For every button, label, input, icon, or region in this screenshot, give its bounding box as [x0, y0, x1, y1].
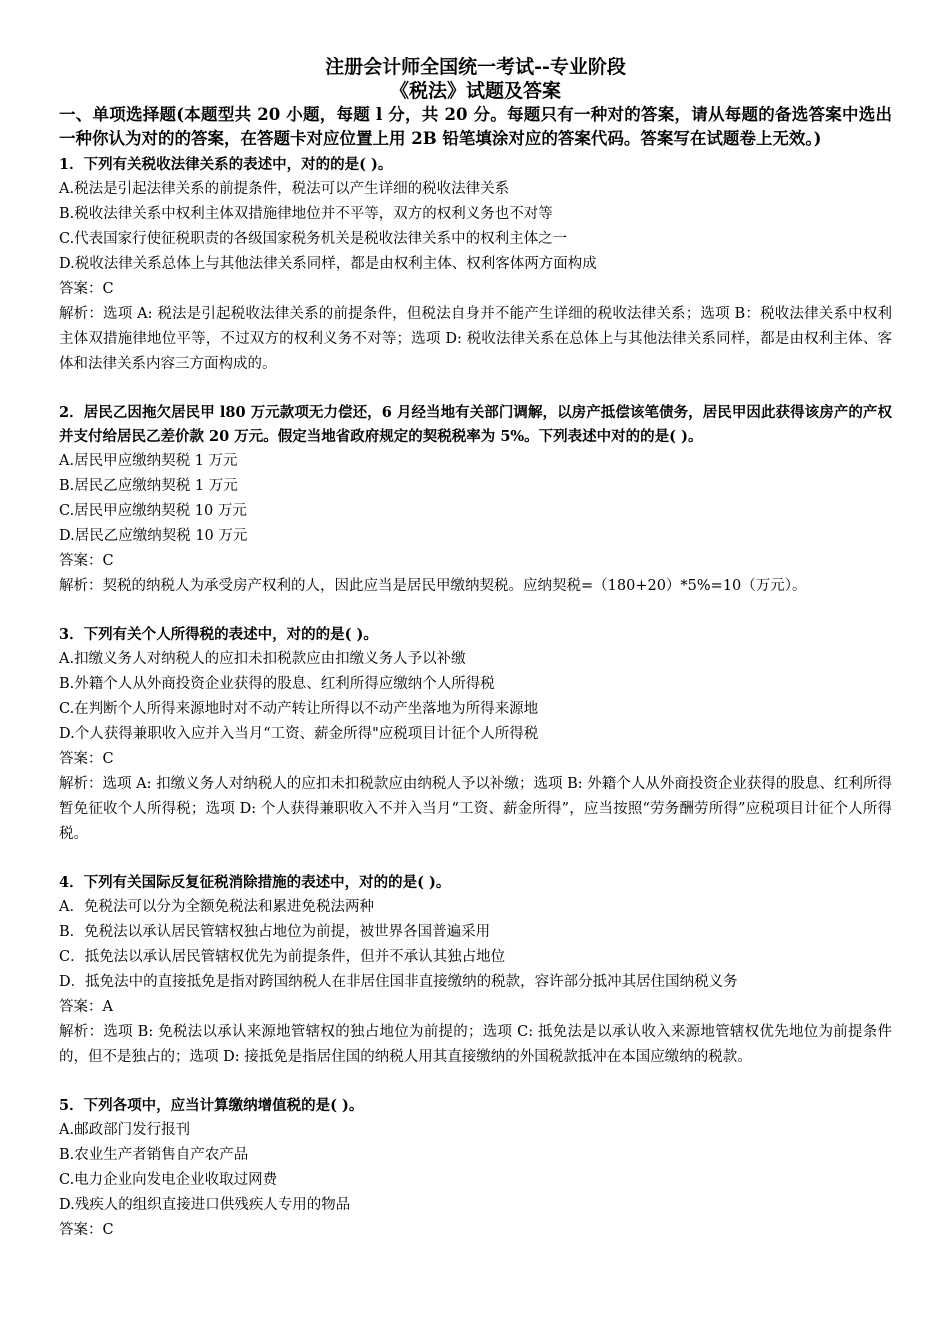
option-c: C.居民甲应缴纳契税 10 万元	[59, 503, 247, 519]
option-a: A．免税法可以分为全额免税法和累进免税法两种	[59, 899, 374, 915]
option-d: D.个人获得兼职收入应并入当月“工资、薪金所得"应税项目计征个人所得税	[59, 726, 539, 742]
answer: 答案：C	[59, 1222, 114, 1238]
question-1	[59, 153, 892, 377]
answer: 答案：C	[59, 281, 114, 297]
question-stem: 3．下列有关个人所得税的表述中，对的的是( )。	[59, 626, 378, 643]
option-b: B.外籍个人从外商投资企业获得的股息、红利所得应缴纳个人所得税	[59, 676, 495, 692]
question-stem: 4．下列有关国际反复征税消除措施的表述中，对的的是( )。	[59, 874, 451, 891]
spacer	[59, 599, 892, 623]
option-c: C.代表国家行使征税职责的各级国家税务机关是税收法律关系中的权利主体之一	[59, 231, 568, 247]
section-intro: 一、单项选择题(本题型共 20 小题，每题 l 分，共 20 分。每题只有一种对的答案，请从每题的备选答案中选出一种你认为对的的答案，在答题卡对应位置上用 2B 铅笔填涂对应的答案代码。答案写在试题卷上无效。)	[59, 105, 892, 148]
document-title-line1: 注册会计师全国统一考试--专业阶段	[325, 56, 626, 78]
question-stem: 5．下列各项中，应当计算缴纳增值税的是( )。	[59, 1097, 364, 1114]
explanation: 解析：契税的纳税人为承受房产权利的人，因此应当是居民甲缴纳契税。应纳契税=（180+20）*5%=10（万元）。	[59, 578, 807, 594]
question-stem: 2．居民乙因拖欠居民甲 l80 万元款项无力偿还，6 月经当地有关部门调解，以房产抵偿该笔债务，居民甲因此获得该房产的产权并支付给居民乙差价款 20 万元。假定当地省政府规定的契税税率为 5%。下列表述中对的的是( )。	[59, 404, 892, 445]
question-3	[59, 623, 892, 847]
option-b: B.农业生产者销售自产农产品	[59, 1147, 249, 1163]
question-5	[59, 1094, 892, 1243]
answer: 答案：C	[59, 751, 114, 767]
option-c: C．抵免法以承认居民管辖权优先为前提条件，但并不承认其独占地位	[59, 949, 506, 965]
explanation: 解析：选项 A: 税法是引起税收法律关系的前提条件，但税法自身并不能产生详细的税收法律关系；选项 B：税收法律关系中权利主体双措施律地位平等，不过双方的权利义务不对等；选项 D: 税收法律关系在总体上与其他法律关系同样，都是由权利主体、客体和法律关系内容三方面构成的。	[59, 306, 892, 372]
option-d: D.税收法律关系总体上与其他法律关系同样，都是由权利主体、权利客体两方面构成	[59, 256, 597, 272]
answer: 答案：C	[59, 553, 114, 569]
option-a: A.税法是引起法律关系的前提条件，税法可以产生详细的税收法律关系	[59, 181, 510, 197]
option-b: B.居民乙应缴纳契税 1 万元	[59, 478, 238, 494]
option-b: B.税收法律关系中权利主体双措施律地位并不平等，双方的权利义务也不对等	[59, 206, 553, 222]
spacer	[59, 847, 892, 871]
explanation: 解析：选项 B: 免税法以承认来源地管辖权的独占地位为前提的；选项 C: 抵免法是以承认收入来源地管辖权优先地位为前提条件的，但不是独占的；选项 D: 接抵免是指居住国的纳税人用其直接缴纳的外国税款抵冲在本国应缴纳的税款。	[59, 1024, 892, 1065]
explanation: 解析：选项 A: 扣缴义务人对纳税人的应扣未扣税款应由纳税人予以补缴；选项 B: 外籍个人从外商投资企业获得的股息、红利所得暂免征收个人所得税；选项 D: 个人获得兼职收入不并入当月“工资、薪金所得”，应当按照“劳务酬劳所得”应税项目计征个人所得税。	[59, 776, 892, 842]
option-a: A.邮政部门发行报刊	[59, 1122, 191, 1138]
option-c: C.电力企业向发电企业收取过网费	[59, 1172, 278, 1188]
option-a: A.扣缴义务人对纳税人的应扣未扣税款应由扣缴义务人予以补缴	[59, 651, 466, 667]
option-d: D.居民乙应缴纳契税 10 万元	[59, 528, 248, 544]
option-d: D．抵免法中的直接抵免是指对跨国纳税人在非居住国非直接缴纳的税款，容许部分抵冲其居住国纳税义务	[59, 974, 738, 990]
question-stem: 1．下列有关税收法律关系的表述中，对的的是( )。	[59, 156, 393, 173]
option-b: B．免税法以承认居民管辖权独占地位为前提，被世界各国普遍采用	[59, 924, 491, 940]
option-c: C.在判断个人所得来源地时对不动产转让所得以不动产坐落地为所得来源地	[59, 701, 539, 717]
spacer	[59, 1070, 892, 1094]
document-title-line2: 《税法》试题及答案	[389, 80, 561, 102]
option-a: A.居民甲应缴纳契税 1 万元	[59, 453, 238, 469]
option-d: D.残疾人的组织直接进口供残疾人专用的物品	[59, 1197, 351, 1213]
spacer	[59, 377, 892, 401]
question-4	[59, 871, 892, 1070]
question-2	[59, 401, 892, 599]
answer: 答案：A	[59, 999, 113, 1015]
document-page	[59, 55, 892, 1243]
